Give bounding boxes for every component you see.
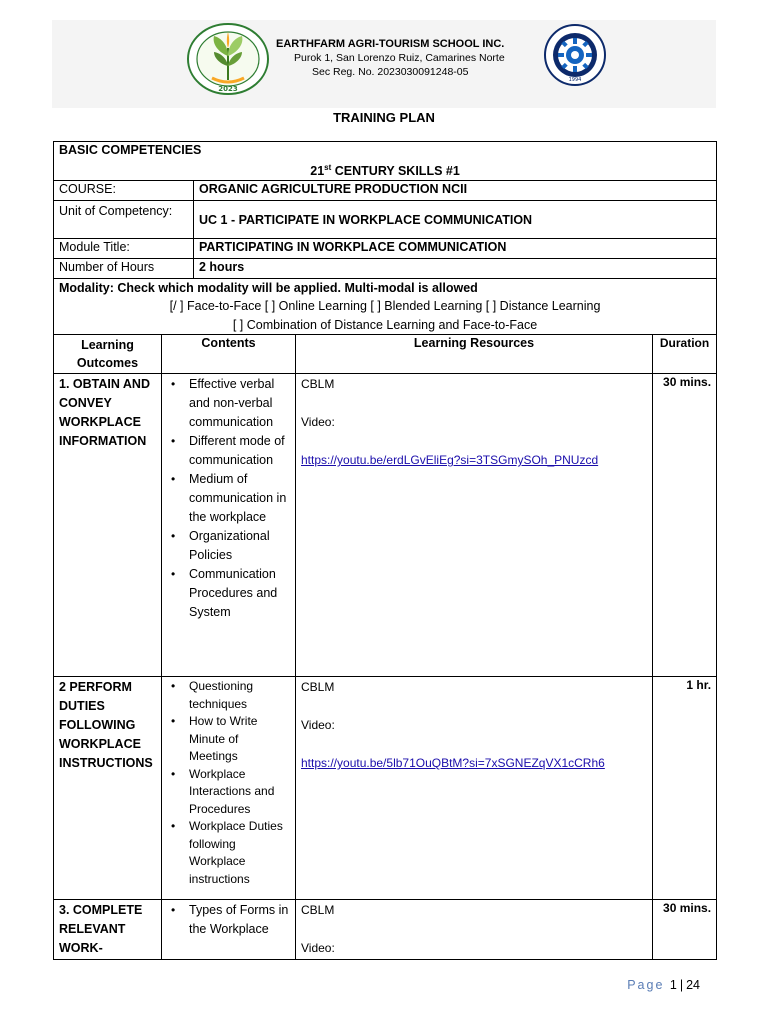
list-item: • Types of Forms in the Workplace xyxy=(189,901,290,939)
tesda-gear-seal-logo xyxy=(544,24,606,86)
list-item: • Medium of communication in the workplace xyxy=(189,470,290,527)
total-pages: 24 xyxy=(686,978,700,992)
learning-outcome: 2 PERFORM DUTIES FOLLOWING WORKPLACE INSTRUCTIONS xyxy=(59,680,153,771)
list-item: • How to Write Minute of Meetings xyxy=(189,713,290,766)
col-contents: Contents xyxy=(162,335,296,374)
page-number xyxy=(627,978,700,992)
unit-row xyxy=(54,201,717,239)
list-item: • Effective verbal and non-verbal communication xyxy=(189,375,290,432)
earthfarm-seal-logo xyxy=(186,22,270,96)
course-row xyxy=(54,181,717,201)
contents-list xyxy=(167,901,290,939)
video-link[interactable]: https://youtu.be/erdLGvEliEg?si=3TSGmySOh_PNUzcd xyxy=(301,453,599,468)
module-row xyxy=(54,239,717,259)
contents-list xyxy=(167,375,290,622)
list-item: • Different mode of communication xyxy=(189,432,290,470)
module-label: Module Title: xyxy=(54,239,194,259)
school-name: EARTHFARM AGRI-TOURISM SCHOOL INC. xyxy=(276,38,505,50)
hours-value: 2 hours xyxy=(194,259,717,279)
resource-cblm: CBLM xyxy=(301,680,335,695)
modality-options-2: [ ] Combination of Distance Learning and Face-to-Face xyxy=(232,318,538,333)
hours-row xyxy=(54,259,717,279)
resource-cblm: CBLM xyxy=(301,903,335,918)
logo-year: 2023 xyxy=(218,85,238,93)
table-row xyxy=(54,900,717,960)
resource-video-label: Video: xyxy=(301,941,335,956)
course-label: COURSE: xyxy=(54,181,194,201)
basic-competencies-label: BASIC COMPETENCIES xyxy=(59,143,202,157)
duration-value: 1 hr. xyxy=(653,677,717,900)
resource-video-label: Video: xyxy=(301,718,335,733)
competency-header-row xyxy=(54,142,717,181)
module-value: PARTICIPATING IN WORKPLACE COMMUNICATION xyxy=(194,239,717,259)
current-page: 1 xyxy=(669,978,677,992)
duration-value: 30 mins. xyxy=(653,374,717,677)
skills-heading: 21st CENTURY SKILLS #1 xyxy=(310,163,460,179)
col-duration: Duration xyxy=(653,335,717,374)
col-learning-outcomes: Learning Outcomes xyxy=(54,335,162,374)
page-separator: | xyxy=(679,978,684,992)
list-item: • Workplace Duties following Workplace instructions xyxy=(189,818,290,888)
table-row xyxy=(54,374,717,677)
list-item: • Questioning techniques xyxy=(189,678,290,713)
modality-heading: Modality: Check which modality will be applied. Multi-modal is allowed xyxy=(59,281,478,296)
school-info xyxy=(276,37,516,79)
hours-label: Number of Hours xyxy=(54,259,194,279)
training-plan-table xyxy=(53,141,717,960)
table-row xyxy=(54,677,717,900)
list-item: • Workplace Interactions and Procedures xyxy=(189,766,290,819)
school-address: Purok 1, San Lorenzo Ruiz, Camarines Norte xyxy=(294,52,505,64)
unit-label: Unit of Competency: xyxy=(54,201,194,239)
video-link[interactable]: https://youtu.be/5lb71OuQBtM?si=7xSGNEZqVX1cCRh6 xyxy=(301,756,605,771)
duration-value: 30 mins. xyxy=(653,900,717,960)
list-item: • Organizational Policies xyxy=(189,527,290,565)
modality-options-1: [/ ] Face-to-Face [ ] Online Learning [ ] Blended Learning [ ] Distance Learning xyxy=(169,299,601,314)
unit-value: UC 1 - PARTICIPATE IN WORKPLACE COMMUNICATION xyxy=(194,201,717,239)
resource-cblm: CBLM xyxy=(301,377,335,392)
page-word: Page xyxy=(627,978,665,992)
col-learning-resources: Learning Resources xyxy=(296,335,653,374)
modality-row xyxy=(54,279,717,335)
resource-video-label: Video: xyxy=(301,415,335,430)
list-item: • Communication Procedures and System xyxy=(189,565,290,622)
learning-outcome: 3. COMPLETE RELEVANT WORK- xyxy=(59,903,143,956)
document-title: TRAINING PLAN xyxy=(333,110,435,125)
column-header-row xyxy=(54,335,717,374)
contents-list xyxy=(167,678,290,888)
course-value: ORGANIC AGRICULTURE PRODUCTION NCII xyxy=(194,181,717,201)
sec-reg-number: Sec Reg. No. 2023030091248-05 xyxy=(312,66,469,78)
logo-year: 1994 xyxy=(568,77,582,83)
learning-outcome: 1. OBTAIN AND CONVEY WORKPLACE INFORMATION xyxy=(59,377,150,449)
